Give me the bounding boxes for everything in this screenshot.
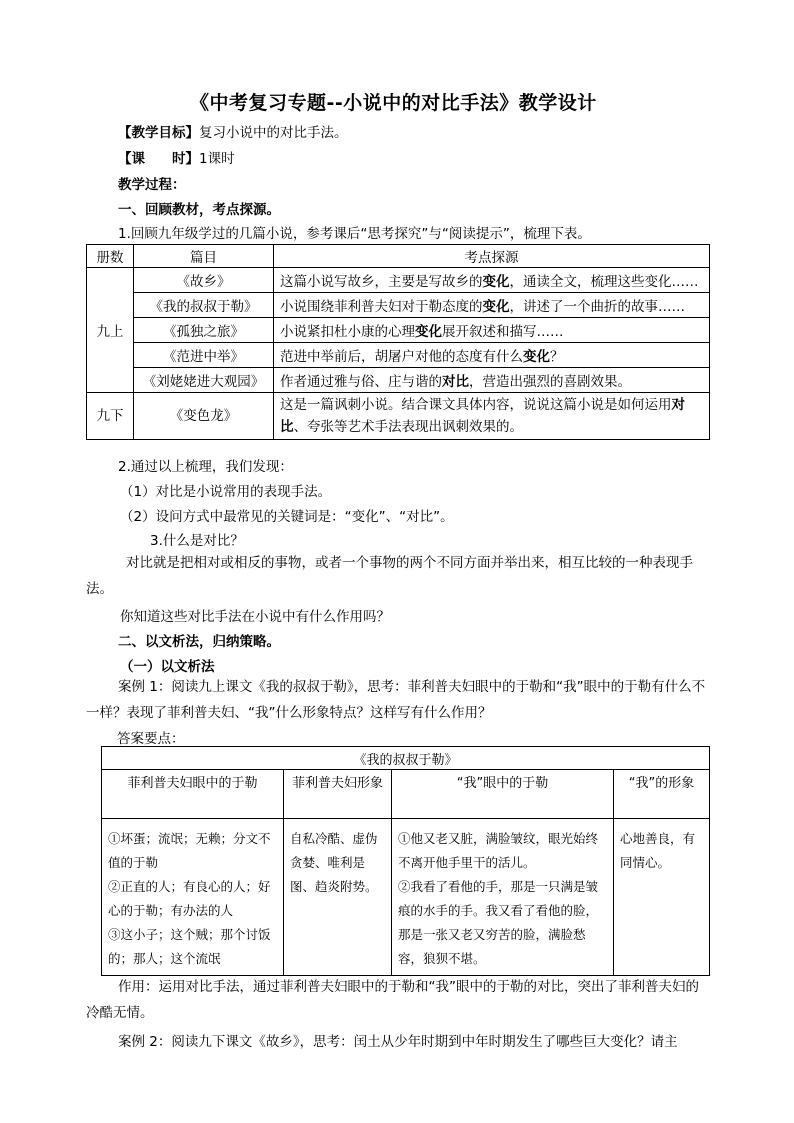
answer-label: 答案要点： (117, 731, 185, 747)
item3-text: 3.什么是对比？ (150, 533, 244, 549)
subsection1-heading: （一）以文析法 (120, 659, 215, 675)
objective-text: 复习小说中的对比手法。 (199, 125, 348, 141)
table-row-title: 《范进中举》 (134, 343, 274, 368)
item1-text: 1.回顾九年级学过的几篇小说，参考课后“思考探究”与“阅读提示”，梳理下表。 (118, 226, 591, 242)
header-parents-view: 菲利普夫妇眼中的于勒 (102, 770, 284, 819)
section2-heading: 二、以文析法，归纳策略。 (118, 634, 280, 650)
finding-1: （1）对比是小说常用的表现手法。 (120, 484, 332, 500)
header-title: 篇目 (134, 245, 274, 268)
list-item: ①他又老又脏，满脸皱纹，眼光始终不离开他手里干的活儿。 (398, 831, 599, 870)
parents-image-cell: 自私冷酷、虚伪贪婪、唯利是图、趋炎附势。 (284, 819, 392, 976)
effect-paragraph: 作用：运用对比手法，通过菲利普夫妇眼中的于勒和“我”眼中的于勒的对比，突出了菲利普夫妇的冷酷无情。 (86, 979, 699, 1021)
objective-label: 【教学目标】 (118, 125, 199, 141)
header-parents-image: 菲利普夫妇形象 (284, 770, 392, 819)
period-line (118, 147, 235, 167)
objective-line (118, 121, 348, 141)
header-my-view: “我”眼中的于勒 (392, 770, 614, 819)
definition-paragraph: 对比就是把相对或相反的事物，或者一个事物的两个不同方面并举出来，相互比较的一种表现手法。 (86, 555, 693, 597)
page-title: 《中考复习专题--小说中的对比手法》教学设计 (190, 92, 597, 114)
table-row-source: 作者通过雅与俗、庄与谐的对比，营造出强烈的喜剧效果。 (274, 368, 710, 393)
question-text: 你知道这些对比手法在小说中有什么作用吗？ (120, 609, 390, 625)
finding-2: （2）设问方式中最常见的关键词是：“变化”、“对比”。 (120, 509, 454, 525)
group-volume-1: 九上 (87, 268, 134, 393)
table-row-source: 小说紧扣杜小康的心理变化展开叙述和描写…… (274, 318, 710, 343)
process-label: 教学过程： (118, 177, 186, 193)
my-image-cell: 心地善良，有同情心。 (614, 819, 710, 976)
list-item: ②我看了看他的手，那是一只满是皱痕的水手的手。我又看了看他的脸，那是一张又老又穷苦的脸，满脸愁容，狼狈不堪。 (398, 879, 599, 966)
parents-view-cell (102, 819, 284, 976)
table-row-source: 这是一篇讽刺小说。结合课文具体内容，说说这篇小说是如何运用对比、夸张等艺术手法表现出讽刺效果的。 (274, 393, 710, 440)
header-source: 考点探源 (274, 245, 710, 268)
list-item: ①坏蛋；流氓；无赖；分文不值的于勒 (108, 831, 271, 870)
list-item: ③这小子；这个贼；那个讨饭的；那人；这个流氓 (108, 927, 271, 966)
period-text: 1课时 (199, 151, 235, 167)
analysis-table (101, 746, 710, 976)
case1-paragraph: 案例 1：阅读九上课文《我的叔叔于勒》，思考：菲利普夫妇眼中的于勒和“我”眼中的于勒有什么不一样？表现了菲利普夫妇、“我”什么形象特点？这样写有什么作用？ (86, 679, 706, 721)
section1-heading: 一、回顾教材，考点探源。 (118, 202, 280, 218)
period-label: 【课 时】 (118, 151, 199, 167)
header-volume: 册数 (87, 245, 134, 268)
table-row-title: 《孤独之旅》 (134, 318, 274, 343)
table-row-title: 《变色龙》 (134, 393, 274, 440)
group-volume-2: 九下 (87, 393, 134, 440)
case2-text: 案例 2：阅读九下课文《故乡》，思考：闰土从少年时期到中年时期发生了哪些巨大变化？请主 (118, 1034, 678, 1050)
header-my-image: “我”的形象 (614, 770, 710, 819)
table-row-title: 《刘姥姥进大观园》 (134, 368, 274, 393)
item2-text: 2.通过以上梳理，我们发现： (118, 459, 293, 475)
my-view-cell (392, 819, 614, 976)
table-row-source: 小说围绕菲利普夫妇对于勒态度的变化，讲述了一个曲折的故事…… (274, 293, 710, 318)
table-row-title: 《故乡》 (134, 268, 274, 293)
list-item: ②正直的人；有良心的人；好心的于勒；有办法的人 (108, 879, 271, 918)
table-row-source: 这篇小说写故乡，主要是写故乡的变化，通读全文，梳理这些变化…… (274, 268, 710, 293)
table-row-title: 《我的叔叔于勒》 (134, 293, 274, 318)
table-row-source: 范进中举前后，胡屠户对他的态度有什么变化？ (274, 343, 710, 368)
table-caption: 《我的叔叔于勒》 (102, 747, 710, 770)
source-table (86, 244, 710, 440)
